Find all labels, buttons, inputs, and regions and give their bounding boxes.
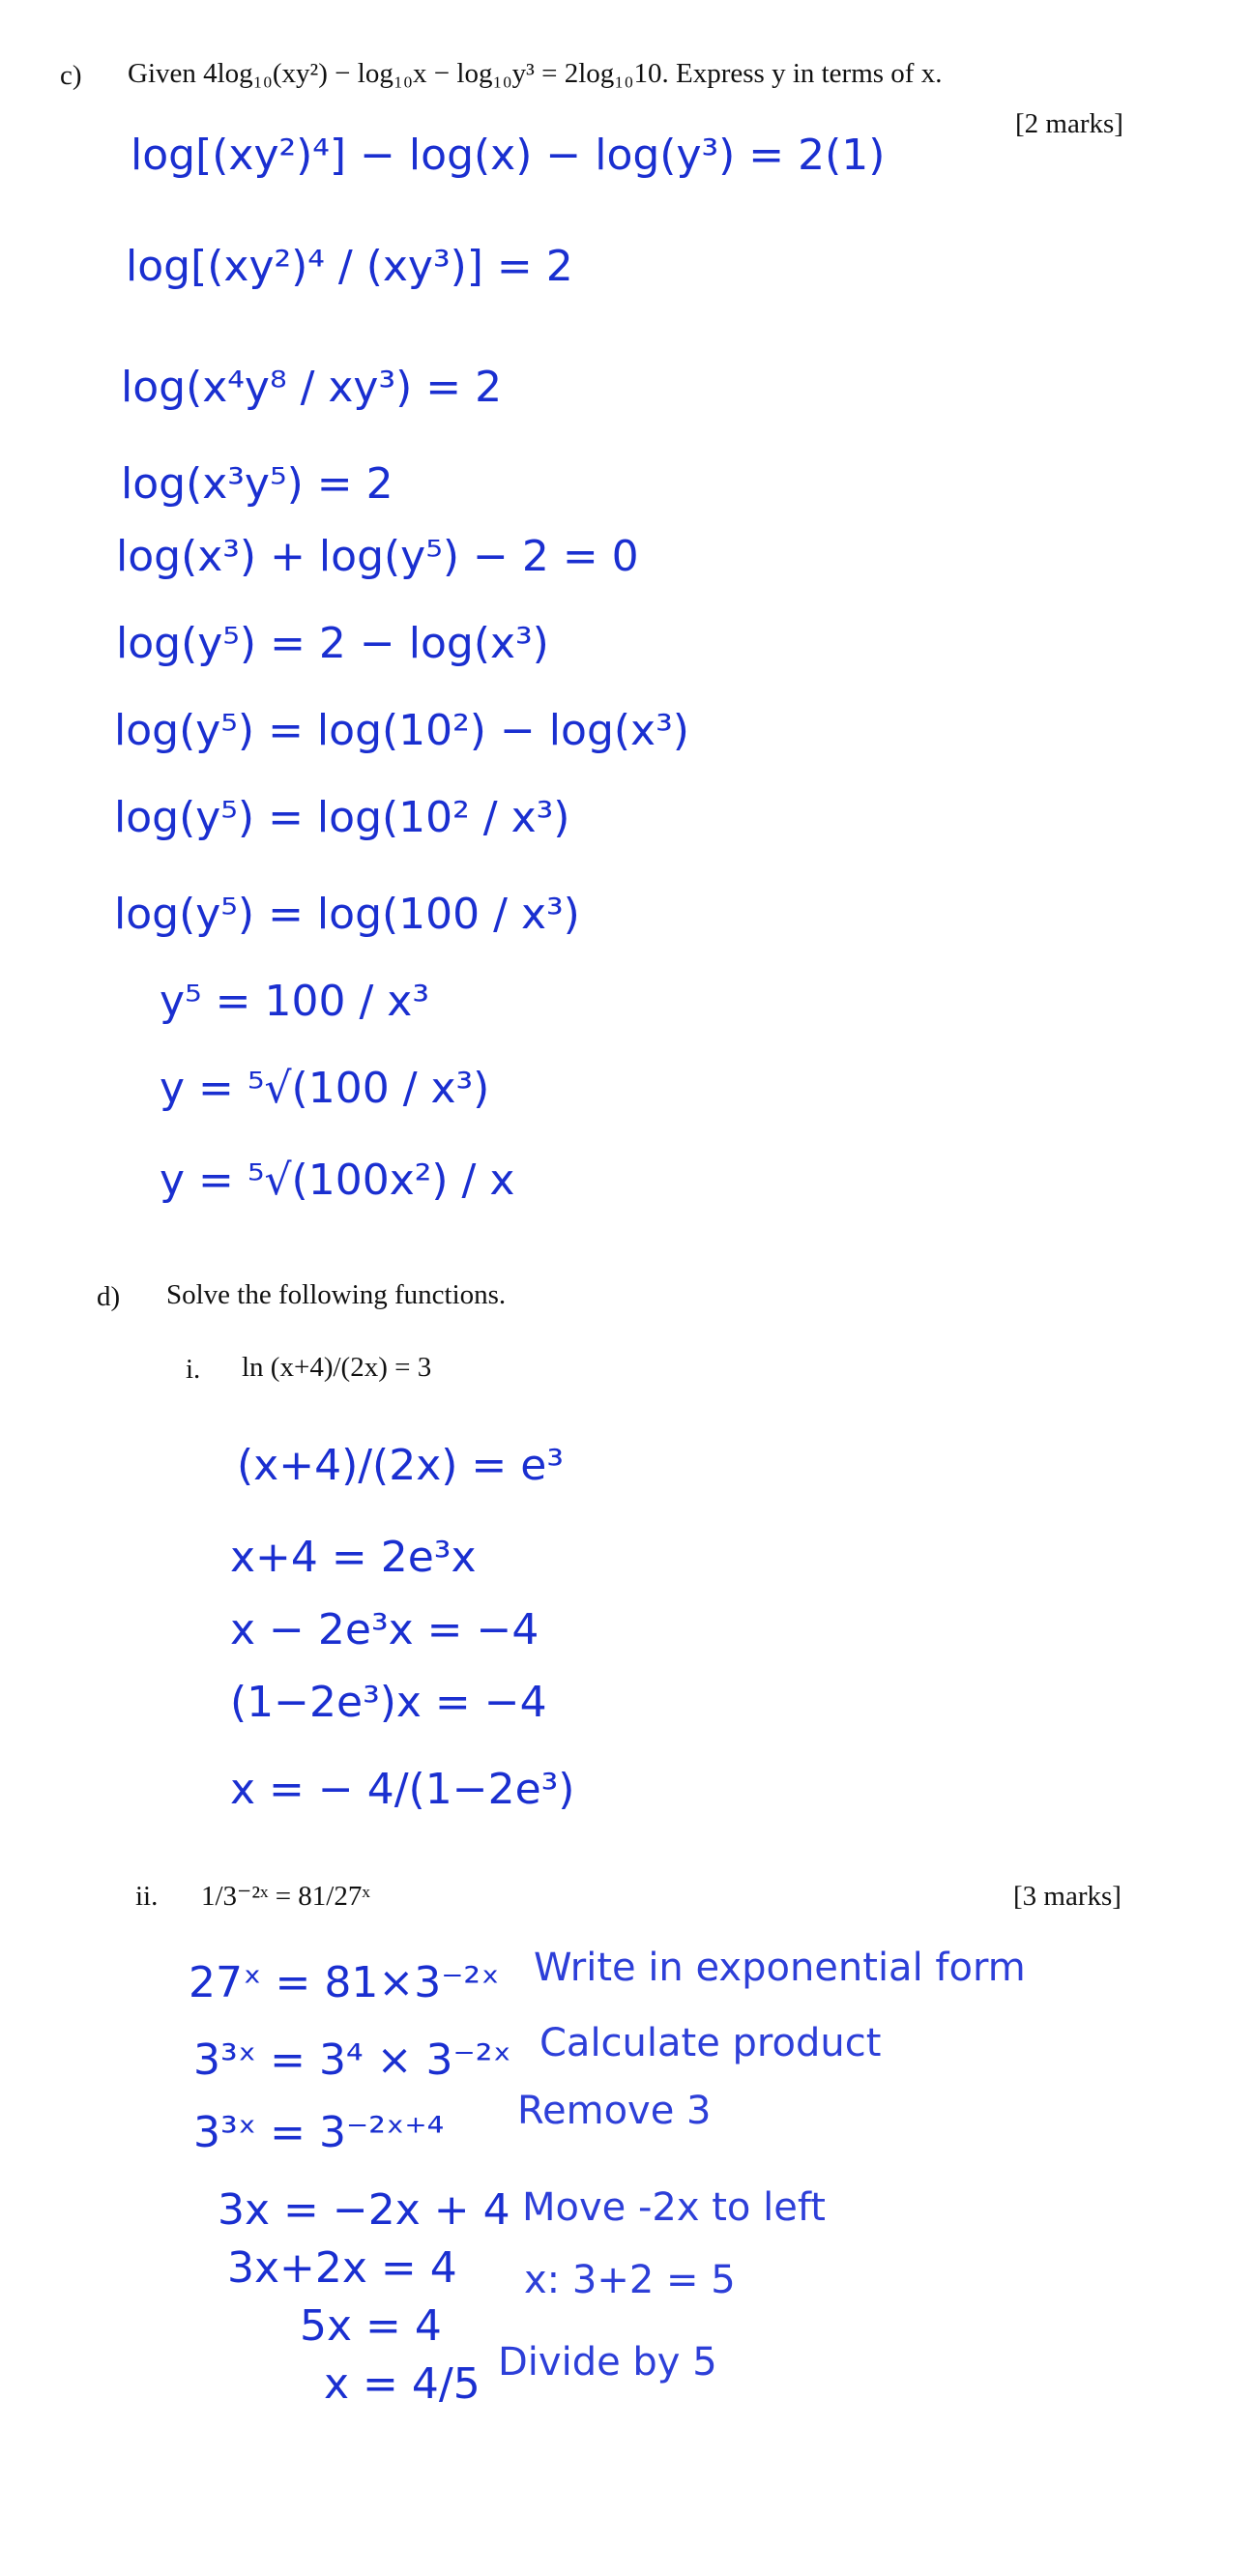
part-c-step-12: y = ⁵√(100x²) / x — [160, 1156, 515, 1205]
part-c-marks: [2 marks] — [1015, 108, 1123, 139]
part-d-ii-step-5-note: x: 3+2 = 5 — [524, 2258, 736, 2302]
part-c-step-4: log(x³y⁵) = 2 — [121, 459, 393, 509]
part-d-i-step-3: x − 2e³x = −4 — [230, 1605, 539, 1654]
part-d-i-step-2: x+4 = 2e³x — [230, 1533, 477, 1582]
part-d-ii-question: 1/3⁻²ˣ = 81/27ˣ — [201, 1881, 370, 1912]
part-d-i-step-1: (x+4)/(2x) = e³ — [237, 1441, 564, 1490]
part-c-question: Given 4log₁₀(xy²) − log₁₀x − log₁₀y³ = 2log₁₀10. Express y in terms of x. — [128, 58, 943, 89]
part-d-title: Solve the following functions. — [166, 1279, 507, 1310]
part-d-ii-step-2-work: 3³ˣ = 3⁴ × 3⁻²ˣ — [193, 2035, 511, 2085]
part-c-step-9: log(y⁵) = log(100 / x³) — [114, 890, 580, 939]
part-d-ii-step-2-note: Calculate product — [539, 2021, 882, 2065]
part-d-ii-step-6-work: 5x = 4 — [300, 2301, 442, 2351]
part-d-ii-step-4-work: 3x = −2x + 4 — [218, 2185, 510, 2235]
part-d-i-question: ln (x+4)/(2x) = 3 — [242, 1352, 432, 1383]
part-d-ii-step-3-note: Remove 3 — [517, 2089, 712, 2133]
part-c-step-7: log(y⁵) = log(10²) − log(x³) — [114, 706, 689, 755]
part-d-ii-step-4-note: Move -2x to left — [522, 2185, 826, 2230]
part-d-ii-step-1-work: 27ˣ = 81×3⁻²ˣ — [189, 1958, 500, 2007]
part-d-ii-step-7-work: x = 4/5 — [324, 2359, 481, 2409]
part-d-label: d) — [97, 1281, 121, 1312]
part-c-step-3: log(x⁴y⁸ / xy³) = 2 — [121, 363, 503, 412]
part-d-ii-step-5-work: 3x+2x = 4 — [227, 2243, 457, 2293]
part-c-step-1: log[(xy²)⁴] − log(x) − log(y³) = 2(1) — [131, 131, 886, 180]
part-d-i-step-5: x = − 4/(1−2e³) — [230, 1765, 575, 1814]
part-d-i-label: i. — [186, 1354, 201, 1385]
part-c-step-2: log[(xy²)⁴ / (xy³)] = 2 — [126, 242, 573, 291]
part-c-label: c) — [60, 60, 82, 91]
part-c-step-5: log(x³) + log(y⁵) − 2 = 0 — [116, 532, 639, 581]
part-c-step-6: log(y⁵) = 2 − log(x³) — [116, 619, 549, 668]
part-d-ii-step-1-note: Write in exponential form — [534, 1946, 1026, 1990]
part-c-step-11: y = ⁵√(100 / x³) — [160, 1064, 490, 1113]
part-c-step-10: y⁵ = 100 / x³ — [160, 977, 429, 1026]
part-c-step-8: log(y⁵) = log(10² / x³) — [114, 793, 570, 842]
part-d-ii-label: ii. — [135, 1881, 159, 1912]
part-d-ii-step-7-note: Divide by 5 — [498, 2340, 717, 2385]
part-d-ii-step-3-work: 3³ˣ = 3⁻²ˣ⁺⁴ — [193, 2108, 445, 2157]
part-d-ii-marks: [3 marks] — [1013, 1881, 1122, 1912]
part-d-i-step-4: (1−2e³)x = −4 — [230, 1678, 547, 1727]
